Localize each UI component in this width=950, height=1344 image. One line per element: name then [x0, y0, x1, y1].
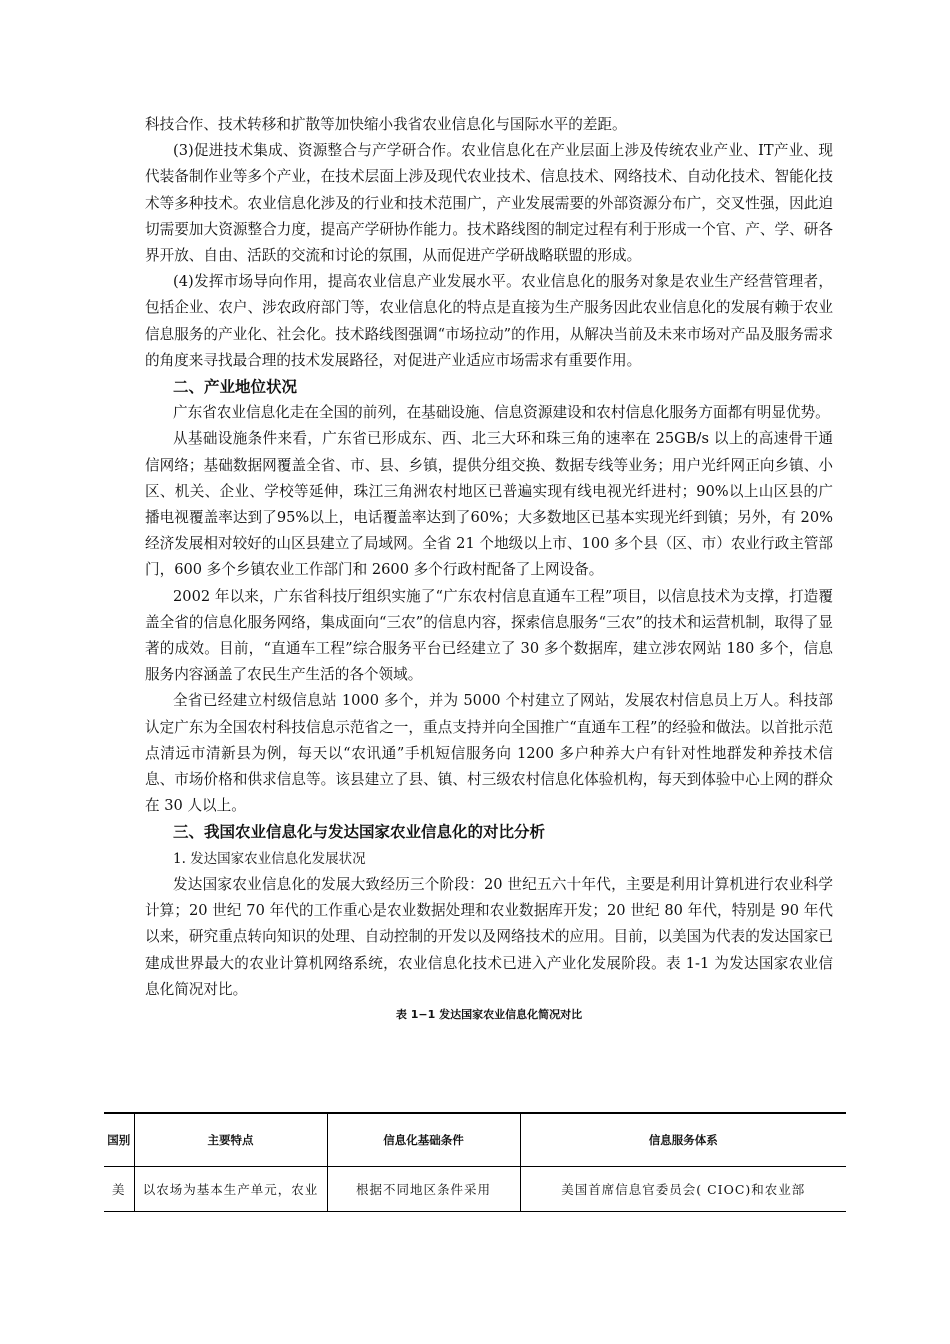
column-header: 国别 — [104, 1113, 134, 1167]
section-heading: 二、产业地位状况 — [173, 378, 298, 397]
column-header: 主要特点 — [134, 1113, 327, 1167]
paragraph: 全省已经建立村级信息站 1000 多个，并为 5000 个村建立了网站，发展农村信息员上万人。科技部认定广东为全国农村科技信息示范省之一，重点支持并向全国推广“直通车工程”的经验和做法。以首批示范点清远市清新县为例，每天以“农讯通”手机短信服务向 1200 多户种养大户有针对性地群发种养技术信息、市场价格和供求信息等。该县建立了县、镇、村三级农村信息化体验机构，每天到体验中心上网的群众在 30 人以上。 — [145, 692, 833, 815]
paragraph: 发达国家农业信息化的发展大致经历三个阶段：20 世纪五六十年代，主要是利用计算机进行农业科学计算；20 世纪 70 年代的工作重心是农业数据处理和农业数据库开发；20 世纪 80 年代，特别是 90 年代以来，研究重点转向知识的处理、自动控制的开发以及网络技术的应用。目前，以美国为代表的发达国家已建成世界最大的农业计算机网络系统，农业信息化技术已进入产业化发展阶段。表 1-1 为发达国家农业信息化简况对比。 — [145, 875, 833, 998]
table-row — [104, 1167, 846, 1212]
document-body — [145, 112, 833, 1025]
table-cell: 根据不同地区条件采用 — [327, 1167, 520, 1212]
paragraph: 从基础设施条件来看，广东省已形成东、西、北三大环和珠三角的速率在 25GB/s 以上的高速骨干通信网络；基础数据网覆盖全省、市、县、乡镇，提供分组交换、数据专线等业务；用户光纤网正向乡镇、小区、机关、企业、学校等延伸，珠江三角洲农村地区已普遍实现有线电视光纤进村；90%以上山区县的广播电视覆盖率达到了95%以上，电话覆盖率达到了60%；大多数地区已基本实现光纤到镇；另外，有 20%经济发展相对较好的山区县建立了局域网。全省 21 个地级以上市、100 多个县（区、市）农业行政主管部门，600 多个乡镇农业工作部门和 2600 多个行政村配备了上网设备。 — [145, 430, 833, 579]
comparison-table — [104, 1112, 846, 1212]
section-heading: 三、我国农业信息化与发达国家农业信息化的对比分析 — [173, 823, 546, 842]
paragraph: (3)促进技术集成、资源整合与产学研合作。农业信息化在产业层面上涉及传统农业产业、IT产业、现代装备制作业等多个产业，在技术层面上涉及现代农业技术、信息技术、网络技术、自动化技术、智能化技术等多种技术。农业信息化涉及的行业和技术范围广，产业发展需要的外部资源分布广，交叉性强，因此迫切需要加大资源整合力度，提高产学研协作能力。技术路线图的制定过程有利于形成一个官、产、学、研各界开放、自由、活跃的交流和讨论的氛围，从而促进产学研战略联盟的形成。 — [145, 142, 833, 265]
paragraph: (4)发挥市场导向作用，提高农业信息产业发展水平。农业信息化的服务对象是农业生产经营管理者，包括企业、农户、涉农政府部门等，农业信息化的特点是直接为生产服务因此农业信息化的发展有赖于农业信息服务的产业化、社会化。技术路线图强调“市场拉动”的作用，从解决当前及未来市场对产品及服务需求的角度来寻找最合理的技术发展路径，对促进产业适应市场需求有重要作用。 — [145, 273, 833, 369]
column-header: 信息化基础条件 — [327, 1113, 520, 1167]
table-cell: 以农场为基本生产单元，农业 — [134, 1167, 327, 1212]
paragraph: 科技合作、技术转移和扩散等加快缩小我省农业信息化与国际水平的差距。 — [145, 116, 627, 133]
column-header: 信息服务体系 — [520, 1113, 846, 1167]
table-caption: 表 1−1 发达国家农业信息化简况对比 — [395, 1007, 583, 1021]
subsection-heading: 1. 发达国家农业信息化发展状况 — [173, 850, 366, 867]
table-header-row — [104, 1113, 846, 1167]
table-cell: 美 — [104, 1167, 134, 1212]
paragraph: 广东省农业信息化走在全国的前列，在基础设施、信息资源建设和农村信息化服务方面都有明显优势。 — [173, 404, 830, 422]
table-cell: 美国首席信息官委员会( CIOC)和农业部 — [520, 1167, 846, 1212]
paragraph: 2002 年以来，广东省科技厅组织实施了“广东农村信息直通车工程”项目，以信息技术为支撑，打造覆盖全省的信息化服务网络，集成面向“三农”的信息内容，探索信息服务“三农”的技术和运营机制，取得了显著的成效。目前，“直通车工程”综合服务平台已经建立了 30 多个数据库，建立涉农网站 180 多个，信息服务内容涵盖了农民生产生活的各个领域。 — [145, 587, 833, 684]
